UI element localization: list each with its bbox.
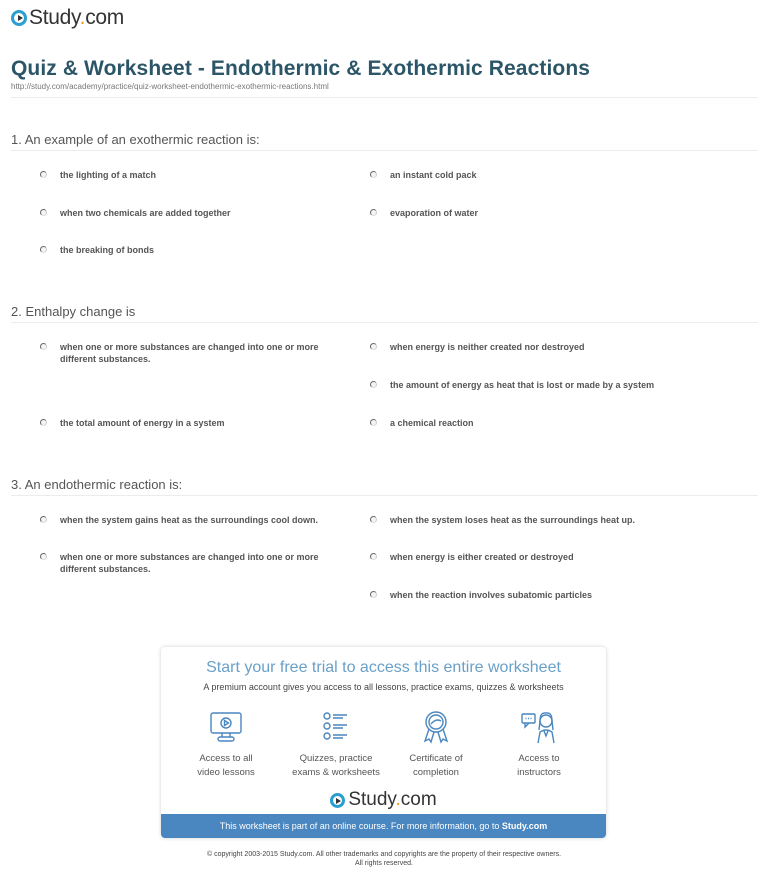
radio-button[interactable] xyxy=(370,171,377,178)
question-1-option[interactable]: the lighting of a match xyxy=(40,169,350,181)
question-1-option[interactable]: evaporation of water xyxy=(370,207,680,219)
feature-quizzes: Quizzes, practice exams & worksheets xyxy=(281,710,391,780)
radio-button[interactable] xyxy=(370,553,377,560)
radio-button[interactable] xyxy=(370,209,377,216)
question-3-option[interactable]: when the system loses heat as the surroundings heat up. xyxy=(370,514,680,526)
question-2-title: 2. Enthalpy change is xyxy=(11,304,136,319)
divider xyxy=(11,150,758,151)
radio-button[interactable] xyxy=(370,419,377,426)
page-url[interactable]: http://study.com/academy/practice/quiz-worksheet-endothermic-exothermic-reactions.html xyxy=(11,82,329,91)
question-1-option[interactable]: when two chemicals are added together xyxy=(40,207,350,219)
logo-wordmark: Study.com xyxy=(348,789,437,810)
checklist-icon xyxy=(319,710,353,744)
question-3-title: 3. An endothermic reaction is: xyxy=(11,477,183,492)
play-circle-icon xyxy=(11,10,27,26)
divider xyxy=(11,322,758,323)
video-monitor-icon xyxy=(209,710,243,744)
course-info-banner[interactable]: This worksheet is part of an online course. For more information, go to Study.com xyxy=(161,814,606,838)
question-1-title: 1. An example of an exothermic reaction is: xyxy=(11,132,260,147)
instructor-chat-icon xyxy=(520,710,558,744)
promo-heading[interactable]: Start your free trial to access this entire worksheet xyxy=(206,659,561,676)
radio-button[interactable] xyxy=(40,171,47,178)
radio-button[interactable] xyxy=(40,516,47,523)
radio-button[interactable] xyxy=(40,209,47,216)
radio-button[interactable] xyxy=(370,591,377,598)
question-3-option[interactable]: when one or more substances are changed into one or more different substances. xyxy=(40,551,350,575)
question-2-option[interactable]: the total amount of energy in a system xyxy=(40,417,350,429)
question-1-option[interactable]: an instant cold pack xyxy=(370,169,680,181)
logo-wordmark: Study.com xyxy=(29,6,124,29)
radio-button[interactable] xyxy=(370,516,377,523)
divider xyxy=(11,495,758,496)
study-link[interactable]: Study.com xyxy=(501,821,548,831)
question-2-option[interactable]: when energy is neither created nor destroyed xyxy=(370,341,680,353)
question-2-option[interactable]: a chemical reaction xyxy=(370,417,680,429)
study-logo[interactable] xyxy=(11,6,124,30)
radio-button[interactable] xyxy=(40,419,47,426)
radio-button[interactable] xyxy=(40,553,47,560)
question-3-option[interactable]: when energy is either created or destroyed xyxy=(370,551,680,563)
radio-button[interactable] xyxy=(370,343,377,350)
promo-study-logo[interactable] xyxy=(161,789,606,811)
radio-button[interactable] xyxy=(40,246,47,253)
feature-video-lessons: Access to all video lessons xyxy=(171,710,281,780)
divider xyxy=(11,97,758,98)
question-2-option[interactable]: the amount of energy as heat that is lost or made by a system xyxy=(370,379,730,391)
feature-certificate: Certificate of completion xyxy=(381,710,491,780)
copyright-footer: © copyright 2003-2015 Study.com. All other trademarks and copyrights are the property of their respective owners. All rights reserved. xyxy=(206,851,562,867)
question-1-option[interactable]: the breaking of bonds xyxy=(40,244,350,256)
radio-button[interactable] xyxy=(370,381,377,388)
free-trial-promo xyxy=(161,647,606,838)
question-2-option[interactable]: when one or more substances are changed into one or more different substances. xyxy=(40,341,350,365)
radio-button[interactable] xyxy=(40,343,47,350)
page-title: Quiz & Worksheet - Endothermic & Exothermic Reactions xyxy=(11,57,591,80)
play-circle-icon xyxy=(330,793,345,808)
question-3-option[interactable]: when the reaction involves subatomic particles xyxy=(370,589,680,601)
certificate-ribbon-icon xyxy=(419,710,453,744)
feature-instructors: Access to instructors xyxy=(484,710,594,780)
promo-subheading: A premium account gives you access to all lessons, practice exams, quizzes & worksheets xyxy=(203,682,564,692)
question-3-option[interactable]: when the system gains heat as the surroundings cool down. xyxy=(40,514,350,526)
